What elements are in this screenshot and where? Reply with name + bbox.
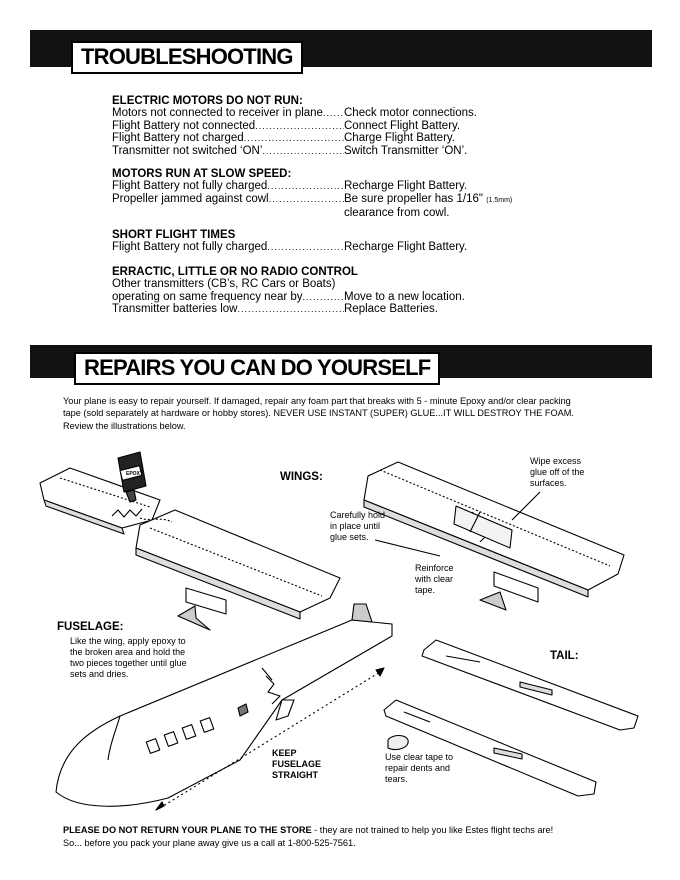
- remedy-text: Replace Batteries.: [344, 303, 438, 316]
- troubleshooting-title: TROUBLESHOOTING: [71, 41, 303, 74]
- footer-note: [63, 824, 663, 849]
- problem-text: Flight Battery not connected: [112, 119, 256, 132]
- left-wing-main-illustration: [136, 510, 340, 630]
- fuselage-label: FUSELAGE:: [57, 621, 124, 633]
- remedy-text: Check motor connections.: [344, 107, 477, 120]
- section-heading: MOTORS RUN AT SLOW SPEED:: [112, 168, 292, 180]
- problem-text: Motors not connected to receiver in plane: [112, 107, 323, 120]
- keep-straight-label: KEEP FUSELAGE STRAIGHT: [272, 748, 322, 780]
- hold-label: Carefully hold in place until glue sets.: [330, 510, 386, 542]
- reinforce-label: Reinforce with clear tape.: [415, 563, 454, 595]
- tail-stabilizer-illustration: [422, 640, 638, 730]
- section-heading: SHORT FLIGHT TIMES: [112, 229, 236, 241]
- wipe-label: Wipe excess glue off of the surfaces.: [530, 456, 585, 488]
- remedy-text: clearance from cowl.: [344, 207, 450, 220]
- remedy-text: Connect Flight Battery.: [344, 119, 461, 132]
- remedy-text: Recharge Flight Battery.: [344, 241, 468, 254]
- problem-text: Transmitter not switched ‘ON’: [112, 144, 263, 157]
- problem-text: Propeller jammed against cowl: [112, 192, 269, 205]
- remedy-text: Switch Transmitter ‘ON’.: [344, 144, 468, 157]
- remedy-text: Be sure propeller has 1/16" (1.5mm): [344, 192, 513, 205]
- problem-text: Flight Battery not charged: [112, 132, 244, 145]
- tape-label: Use clear tape to repair dents and tears.: [385, 752, 454, 784]
- problem-text: operating on same frequency near by: [112, 290, 303, 303]
- epoxy-bottle-label: EPOXY: [126, 471, 144, 477]
- footer-phone-line: So... before you pack your plane away give us a call at 1-800-525-7561.: [63, 837, 356, 848]
- remedy-text: Charge Flight Battery.: [344, 132, 456, 145]
- footer-bold-text: PLEASE DO NOT RETURN YOUR PLANE TO THE STORE: [63, 825, 312, 835]
- problem-text: Flight Battery not fully charged: [112, 180, 268, 193]
- remedy-text: Move to a new location.: [344, 290, 465, 303]
- repairs-title: REPAIRS YOU CAN DO YOURSELF: [74, 352, 440, 385]
- tail-label: TAIL:: [550, 650, 579, 662]
- fuselage-instruction: Like the wing, apply epoxy to the broken area and hold the two pieces together until glue sets and dries.: [70, 636, 187, 679]
- remedy-text: Recharge Flight Battery.: [344, 180, 468, 193]
- wings-label: WINGS:: [280, 471, 323, 483]
- section-heading: ERRACTIC, LITTLE OR NO RADIO CONTROL: [112, 266, 358, 278]
- fuselage-illustration: [56, 604, 392, 806]
- problem-text: Transmitter batteries low: [112, 303, 238, 316]
- problem-text: Other transmitters (CB’s, RC Cars or Boats): [112, 278, 336, 291]
- repairs-intro: Your plane is easy to repair yourself. If damaged, repair any foam part that breaks with 5 - minute Epoxy and/or clear packing tape (sold separately at hardware or hobby stores). NEVER USE INSTANT (SUPER) GLUE...IT WILL DESTROY THE FOAM. Review the illustrations below.: [63, 396, 574, 431]
- footer-text: - they are not trained to help you like Estes flight techs are!: [311, 825, 554, 835]
- right-wing-illustration: [364, 462, 624, 610]
- section-heading: ELECTRIC MOTORS DO NOT RUN:: [112, 95, 303, 107]
- problem-text: Flight Battery not fully charged: [112, 241, 268, 254]
